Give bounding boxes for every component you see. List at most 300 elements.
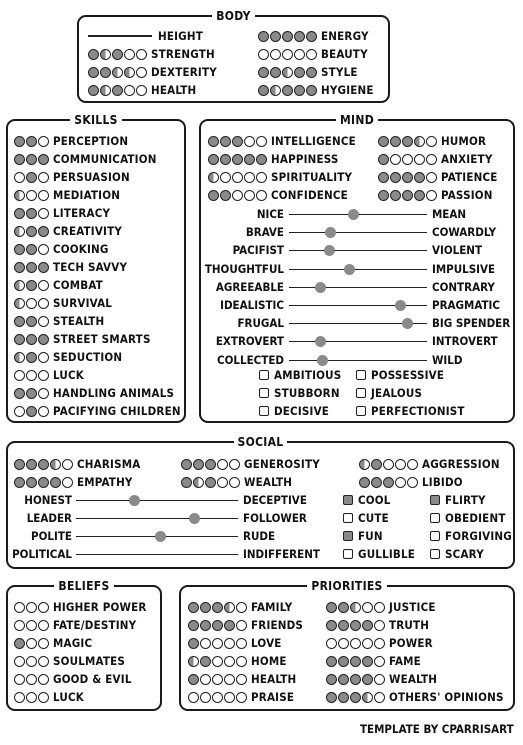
body-stat-dot[interactable] bbox=[124, 85, 135, 96]
belief-dot[interactable] bbox=[38, 656, 49, 667]
body-stat-dot[interactable] bbox=[100, 67, 111, 78]
body-stat-dot[interactable] bbox=[306, 49, 317, 60]
social-trait-dot[interactable] bbox=[205, 477, 216, 488]
social-slider-track[interactable] bbox=[76, 554, 238, 555]
social-trait-dot[interactable] bbox=[359, 459, 370, 470]
social-trait-dot[interactable] bbox=[181, 459, 192, 470]
mind-slider-marker[interactable] bbox=[402, 318, 413, 329]
mind-slider-track[interactable] bbox=[289, 269, 427, 270]
priority-dot[interactable] bbox=[212, 692, 223, 703]
social-checkbox[interactable] bbox=[343, 492, 391, 508]
body-stat-dot[interactable] bbox=[136, 67, 147, 78]
priority-dot[interactable] bbox=[212, 620, 223, 631]
mind-trait-dot[interactable] bbox=[208, 190, 219, 201]
priority-dot[interactable] bbox=[200, 692, 211, 703]
mind-trait-dot[interactable] bbox=[232, 154, 243, 165]
priority-dot[interactable] bbox=[374, 620, 385, 631]
mind-slider-marker[interactable] bbox=[348, 209, 359, 220]
social-checkbox-checkbox[interactable] bbox=[430, 549, 440, 559]
skill-dot[interactable] bbox=[14, 136, 25, 147]
mind-trait-dot[interactable] bbox=[414, 172, 425, 183]
priority-dot[interactable] bbox=[236, 656, 247, 667]
priority-label: OTHERS' OPINIONS bbox=[389, 690, 504, 704]
skill-rating bbox=[14, 136, 49, 147]
social-slider-marker[interactable] bbox=[129, 495, 140, 506]
mind-checkbox[interactable] bbox=[259, 403, 329, 419]
social-checkbox[interactable] bbox=[430, 528, 512, 544]
priority-dot[interactable] bbox=[374, 656, 385, 667]
social-trait-dot[interactable] bbox=[193, 459, 204, 470]
priority-dot[interactable] bbox=[362, 638, 373, 649]
social-trait-dot[interactable] bbox=[14, 477, 25, 488]
mind-trait-dot[interactable] bbox=[390, 190, 401, 201]
social-checkbox-checkbox[interactable] bbox=[430, 495, 440, 505]
body-stat-dot[interactable] bbox=[294, 31, 305, 42]
mind-slider-track[interactable] bbox=[289, 287, 427, 288]
priority-dot[interactable] bbox=[212, 656, 223, 667]
mind-trait-dot[interactable] bbox=[426, 136, 437, 147]
priority-dot[interactable] bbox=[338, 692, 349, 703]
skill-dot[interactable] bbox=[14, 388, 25, 399]
mind-trait-dot[interactable] bbox=[378, 172, 389, 183]
social-trait-dot[interactable] bbox=[229, 459, 240, 470]
skill-dot[interactable] bbox=[38, 406, 49, 417]
skill-label: PACIFYING CHILDREN bbox=[53, 404, 181, 418]
body-stat-dot[interactable] bbox=[258, 31, 269, 42]
belief-dot[interactable] bbox=[38, 674, 49, 685]
mind-trait-dot[interactable] bbox=[378, 190, 389, 201]
skill-dot[interactable] bbox=[26, 406, 37, 417]
belief-dot[interactable] bbox=[26, 692, 37, 703]
body-stat-label: DEXTERITY bbox=[151, 65, 217, 79]
body-stat-label: STYLE bbox=[321, 65, 358, 79]
mind-trait-dot[interactable] bbox=[402, 154, 413, 165]
social-checkbox-label: SCARY bbox=[445, 547, 484, 561]
priority-dot[interactable] bbox=[350, 620, 361, 631]
body-stat-dot[interactable] bbox=[306, 67, 317, 78]
body-stat-dot[interactable] bbox=[258, 49, 269, 60]
priority-dot[interactable] bbox=[188, 602, 199, 613]
social-checkbox[interactable] bbox=[343, 510, 389, 526]
mind-slider-track[interactable] bbox=[289, 250, 427, 251]
mind-checkbox-checkbox[interactable] bbox=[259, 388, 269, 398]
body-stat-dot[interactable] bbox=[282, 85, 293, 96]
skill-dot[interactable] bbox=[26, 388, 37, 399]
mind-trait-dot[interactable] bbox=[244, 136, 255, 147]
body-stat-dot[interactable] bbox=[294, 85, 305, 96]
social-trait-row bbox=[14, 456, 140, 472]
social-checkbox-label: CUTE bbox=[358, 511, 389, 525]
belief-rating bbox=[14, 638, 49, 649]
priority-dot[interactable] bbox=[224, 674, 235, 685]
priority-dot[interactable] bbox=[362, 602, 373, 613]
social-slider-marker[interactable] bbox=[155, 531, 166, 542]
belief-rating bbox=[14, 620, 49, 631]
belief-dot[interactable] bbox=[38, 692, 49, 703]
mind-slider-marker[interactable] bbox=[324, 245, 335, 256]
priority-dot[interactable] bbox=[224, 620, 235, 631]
priority-dot[interactable] bbox=[350, 674, 361, 685]
skill-dot[interactable] bbox=[38, 136, 49, 147]
body-stat-dot[interactable] bbox=[112, 85, 123, 96]
body-stat-dot[interactable] bbox=[112, 67, 123, 78]
priority-dot[interactable] bbox=[326, 692, 337, 703]
mind-slider-track[interactable] bbox=[289, 305, 427, 306]
mind-trait-dot[interactable] bbox=[232, 172, 243, 183]
skill-dot[interactable] bbox=[38, 154, 49, 165]
body-stat-dot[interactable] bbox=[88, 49, 99, 60]
belief-dot[interactable] bbox=[38, 620, 49, 631]
priority-label: PRAISE bbox=[251, 690, 295, 704]
skill-dot[interactable] bbox=[38, 388, 49, 399]
social-slider-marker[interactable] bbox=[189, 513, 200, 524]
social-trait-dot[interactable] bbox=[371, 477, 382, 488]
social-trait-dot[interactable] bbox=[38, 459, 49, 470]
social-trait-dot[interactable] bbox=[383, 477, 394, 488]
belief-dot[interactable] bbox=[14, 692, 25, 703]
priority-dot[interactable] bbox=[326, 674, 337, 685]
priority-dot[interactable] bbox=[236, 620, 247, 631]
priority-dot[interactable] bbox=[338, 602, 349, 613]
mind-trait-dot[interactable] bbox=[256, 154, 267, 165]
mind-trait-dot[interactable] bbox=[244, 172, 255, 183]
social-trait-label: AGGRESSION bbox=[422, 457, 500, 471]
mind-checkbox-label: STUBBORN bbox=[274, 386, 340, 400]
social-checkbox-checkbox[interactable] bbox=[343, 513, 353, 523]
priority-rating bbox=[326, 602, 385, 613]
belief-row bbox=[14, 635, 92, 651]
mind-slider-track[interactable] bbox=[289, 360, 427, 361]
priority-dot[interactable] bbox=[236, 638, 247, 649]
mind-trait-dot[interactable] bbox=[402, 136, 413, 147]
social-trait-rating bbox=[14, 477, 73, 488]
mind-checkbox[interactable] bbox=[259, 385, 340, 401]
social-trait-label: GENEROSITY bbox=[244, 457, 320, 471]
social-trait-dot[interactable] bbox=[14, 459, 25, 470]
priority-dot[interactable] bbox=[200, 674, 211, 685]
skill-dot[interactable] bbox=[26, 370, 37, 381]
belief-row bbox=[14, 671, 132, 687]
mind-slider bbox=[0, 242, 523, 258]
social-slider-track[interactable] bbox=[76, 518, 238, 519]
body-stat-dot[interactable] bbox=[100, 85, 111, 96]
mind-trait-dot[interactable] bbox=[390, 136, 401, 147]
mind-checkbox-label: PERFECTIONIST bbox=[371, 404, 465, 418]
belief-dot[interactable] bbox=[38, 602, 49, 613]
priority-dot[interactable] bbox=[236, 602, 247, 613]
mind-slider bbox=[0, 279, 523, 295]
body-stat-dot[interactable] bbox=[88, 67, 99, 78]
skill-dot[interactable] bbox=[14, 154, 25, 165]
social-checkbox[interactable] bbox=[343, 528, 383, 544]
belief-dot[interactable] bbox=[14, 602, 25, 613]
body-stat-dot[interactable] bbox=[258, 85, 269, 96]
body-stat-dot[interactable] bbox=[282, 31, 293, 42]
body-stat-dot[interactable] bbox=[136, 49, 147, 60]
priority-dot[interactable] bbox=[200, 620, 211, 631]
mind-trait-dot[interactable] bbox=[208, 172, 219, 183]
belief-dot[interactable] bbox=[26, 638, 37, 649]
body-stat-rating bbox=[258, 67, 317, 78]
social-checkbox[interactable] bbox=[343, 546, 415, 562]
body-stat-dot[interactable] bbox=[258, 67, 269, 78]
social-trait-dot[interactable] bbox=[50, 459, 61, 470]
mind-checkbox-checkbox[interactable] bbox=[259, 406, 269, 416]
priority-dot[interactable] bbox=[326, 620, 337, 631]
social-trait-row bbox=[181, 456, 320, 472]
priority-dot[interactable] bbox=[350, 638, 361, 649]
belief-dot[interactable] bbox=[14, 656, 25, 667]
social-trait-dot[interactable] bbox=[407, 477, 418, 488]
priority-dot[interactable] bbox=[326, 656, 337, 667]
mind-slider-marker[interactable] bbox=[395, 300, 406, 311]
mind-trait-dot[interactable] bbox=[390, 154, 401, 165]
body-stat-dot[interactable] bbox=[270, 49, 281, 60]
skill-dot[interactable] bbox=[38, 190, 49, 201]
priority-dot[interactable] bbox=[224, 638, 235, 649]
mind-slider-track[interactable] bbox=[289, 341, 427, 342]
mind-checkbox-label: JEALOUS bbox=[371, 386, 423, 400]
social-checkbox[interactable] bbox=[430, 510, 506, 526]
social-trait-dot[interactable] bbox=[407, 459, 418, 470]
priority-dot[interactable] bbox=[362, 620, 373, 631]
social-trait-row bbox=[359, 474, 463, 490]
skill-dot[interactable] bbox=[26, 154, 37, 165]
priority-dot[interactable] bbox=[350, 602, 361, 613]
priority-dot[interactable] bbox=[188, 692, 199, 703]
social-trait-dot[interactable] bbox=[217, 477, 228, 488]
priority-dot[interactable] bbox=[338, 638, 349, 649]
social-checkbox-checkbox[interactable] bbox=[430, 531, 440, 541]
mind-trait-dot[interactable] bbox=[220, 136, 231, 147]
mind-trait-dot[interactable] bbox=[414, 154, 425, 165]
priority-dot[interactable] bbox=[374, 674, 385, 685]
priority-dot[interactable] bbox=[362, 692, 373, 703]
mind-trait-row bbox=[378, 169, 498, 185]
height-label: HEIGHT bbox=[158, 29, 203, 43]
skill-row bbox=[14, 187, 120, 203]
priority-dot[interactable] bbox=[374, 638, 385, 649]
social-checkbox-checkbox[interactable] bbox=[430, 513, 440, 523]
belief-dot[interactable] bbox=[26, 620, 37, 631]
mind-slider-track[interactable] bbox=[289, 232, 427, 233]
mind-trait-rating bbox=[208, 190, 267, 201]
belief-dot[interactable] bbox=[14, 638, 25, 649]
social-checkbox-checkbox[interactable] bbox=[343, 495, 353, 505]
body-stat-dot[interactable] bbox=[282, 49, 293, 60]
priority-label: POWER bbox=[389, 636, 433, 650]
priority-rating bbox=[326, 620, 385, 631]
priority-dot[interactable] bbox=[362, 674, 373, 685]
priority-dot[interactable] bbox=[200, 602, 211, 613]
mind-trait-dot[interactable] bbox=[426, 190, 437, 201]
mind-slider-marker[interactable] bbox=[317, 355, 328, 366]
skill-dot[interactable] bbox=[38, 172, 49, 183]
body-stat-label: HEALTH bbox=[151, 83, 197, 97]
mind-trait-row bbox=[208, 151, 339, 167]
priority-dot[interactable] bbox=[200, 656, 211, 667]
priority-dot[interactable] bbox=[338, 620, 349, 631]
priority-dot[interactable] bbox=[188, 638, 199, 649]
body-stat-dot[interactable] bbox=[294, 49, 305, 60]
social-slider-left-label: POLITICAL bbox=[12, 547, 72, 561]
mind-trait-dot[interactable] bbox=[220, 172, 231, 183]
body-stat-dot[interactable] bbox=[136, 85, 147, 96]
mind-checkbox[interactable] bbox=[259, 367, 341, 383]
priority-dot[interactable] bbox=[200, 638, 211, 649]
priority-dot[interactable] bbox=[188, 674, 199, 685]
mind-trait-dot[interactable] bbox=[414, 190, 425, 201]
mind-trait-dot[interactable] bbox=[378, 154, 389, 165]
skill-dot[interactable] bbox=[14, 172, 25, 183]
skill-dot[interactable] bbox=[14, 406, 25, 417]
mind-slider bbox=[0, 297, 523, 313]
social-checkbox-label: OBEDIENT bbox=[445, 511, 506, 525]
body-stat-dot[interactable] bbox=[270, 67, 281, 78]
social-checkbox-checkbox[interactable] bbox=[343, 531, 353, 541]
mind-trait-dot[interactable] bbox=[256, 190, 267, 201]
social-trait-dot[interactable] bbox=[38, 477, 49, 488]
mind-trait-dot[interactable] bbox=[256, 136, 267, 147]
priority-dot[interactable] bbox=[338, 656, 349, 667]
priority-dot[interactable] bbox=[212, 674, 223, 685]
body-stat-dot[interactable] bbox=[306, 31, 317, 42]
belief-dot[interactable] bbox=[26, 602, 37, 613]
social-trait-dot[interactable] bbox=[371, 459, 382, 470]
social-slider-track[interactable] bbox=[76, 500, 238, 501]
social-checkbox[interactable] bbox=[430, 546, 484, 562]
priority-dot[interactable] bbox=[236, 674, 247, 685]
priority-dot[interactable] bbox=[374, 602, 385, 613]
mind-checkbox-checkbox[interactable] bbox=[356, 406, 366, 416]
social-trait-dot[interactable] bbox=[395, 459, 406, 470]
priority-dot[interactable] bbox=[224, 656, 235, 667]
body-stat-dot[interactable] bbox=[88, 85, 99, 96]
social-checkbox-checkbox[interactable] bbox=[343, 549, 353, 559]
mind-trait-dot[interactable] bbox=[220, 190, 231, 201]
priority-dot[interactable] bbox=[236, 692, 247, 703]
belief-dot[interactable] bbox=[14, 620, 25, 631]
mind-checkbox[interactable] bbox=[356, 403, 465, 419]
belief-dot[interactable] bbox=[38, 638, 49, 649]
priority-dot[interactable] bbox=[224, 692, 235, 703]
mind-trait-row bbox=[208, 187, 348, 203]
priority-dot[interactable] bbox=[212, 638, 223, 649]
belief-dot[interactable] bbox=[26, 674, 37, 685]
mind-checkbox-checkbox[interactable] bbox=[356, 370, 366, 380]
body-stat-dot[interactable] bbox=[270, 85, 281, 96]
mind-checkbox[interactable] bbox=[356, 385, 422, 401]
mind-trait-dot[interactable] bbox=[414, 136, 425, 147]
social-trait-dot[interactable] bbox=[181, 477, 192, 488]
social-trait-dot[interactable] bbox=[205, 459, 216, 470]
priority-dot[interactable] bbox=[350, 692, 361, 703]
mind-trait-dot[interactable] bbox=[402, 172, 413, 183]
social-trait-dot[interactable] bbox=[50, 477, 61, 488]
skill-dot[interactable] bbox=[14, 370, 25, 381]
priority-dot[interactable] bbox=[350, 656, 361, 667]
skill-dot[interactable] bbox=[26, 136, 37, 147]
body-stat-dot[interactable] bbox=[282, 67, 293, 78]
social-slider-right-label: INDIFFERENT bbox=[243, 547, 320, 561]
social-trait-dot[interactable] bbox=[359, 477, 370, 488]
social-trait-dot[interactable] bbox=[229, 477, 240, 488]
mind-trait-dot[interactable] bbox=[256, 172, 267, 183]
mind-trait-dot[interactable] bbox=[244, 154, 255, 165]
mind-checkbox-checkbox[interactable] bbox=[356, 388, 366, 398]
mind-trait-dot[interactable] bbox=[244, 190, 255, 201]
mind-slider-marker[interactable] bbox=[315, 336, 326, 347]
social-trait-dot[interactable] bbox=[26, 477, 37, 488]
body-stat-dot[interactable] bbox=[112, 49, 123, 60]
mind-checkbox[interactable] bbox=[356, 367, 444, 383]
social-trait-rating bbox=[14, 459, 73, 470]
body-stat-dot[interactable] bbox=[100, 49, 111, 60]
body-stat-dot[interactable] bbox=[124, 67, 135, 78]
body-stat-dot[interactable] bbox=[306, 85, 317, 96]
social-trait-dot[interactable] bbox=[62, 477, 73, 488]
mind-checkbox-checkbox[interactable] bbox=[259, 370, 269, 380]
mind-trait-row bbox=[208, 169, 352, 185]
mind-slider-marker[interactable] bbox=[344, 264, 355, 275]
body-stat-label: HYGIENE bbox=[321, 83, 374, 97]
priority-dot[interactable] bbox=[212, 602, 223, 613]
priority-rating bbox=[188, 656, 247, 667]
priority-dot[interactable] bbox=[326, 638, 337, 649]
body-stat-row bbox=[258, 46, 368, 62]
social-trait-dot[interactable] bbox=[395, 477, 406, 488]
priority-dot[interactable] bbox=[224, 602, 235, 613]
mind-trait-dot[interactable] bbox=[378, 136, 389, 147]
priority-dot[interactable] bbox=[188, 656, 199, 667]
social-checkbox[interactable] bbox=[430, 492, 486, 508]
mind-trait-dot[interactable] bbox=[402, 190, 413, 201]
social-trait-dot[interactable] bbox=[26, 459, 37, 470]
body-stat-dot[interactable] bbox=[270, 31, 281, 42]
body-stat-dot[interactable] bbox=[124, 49, 135, 60]
skill-dot[interactable] bbox=[26, 190, 37, 201]
mind-trait-dot[interactable] bbox=[390, 172, 401, 183]
priority-dot[interactable] bbox=[338, 674, 349, 685]
mind-trait-dot[interactable] bbox=[208, 154, 219, 165]
priority-dot[interactable] bbox=[326, 602, 337, 613]
skill-dot[interactable] bbox=[26, 172, 37, 183]
social-trait-dot[interactable] bbox=[193, 477, 204, 488]
body-stat-dot[interactable] bbox=[294, 67, 305, 78]
social-trait-dot[interactable] bbox=[383, 459, 394, 470]
mind-trait-dot[interactable] bbox=[426, 154, 437, 165]
height-line[interactable] bbox=[88, 35, 152, 37]
mind-slider-right-label: PRAGMATIC bbox=[432, 298, 500, 312]
mind-trait-dot[interactable] bbox=[232, 190, 243, 201]
mind-trait-dot[interactable] bbox=[232, 136, 243, 147]
mind-trait-dot[interactable] bbox=[208, 136, 219, 147]
social-trait-dot[interactable] bbox=[62, 459, 73, 470]
mind-trait-dot[interactable] bbox=[220, 154, 231, 165]
belief-dot[interactable] bbox=[26, 656, 37, 667]
mind-slider-left-label: THOUGHTFUL bbox=[204, 261, 284, 276]
skill-dot[interactable] bbox=[14, 190, 25, 201]
skill-dot[interactable] bbox=[38, 370, 49, 381]
priority-dot[interactable] bbox=[374, 692, 385, 703]
belief-dot[interactable] bbox=[14, 674, 25, 685]
priority-dot[interactable] bbox=[188, 620, 199, 631]
social-trait-dot[interactable] bbox=[217, 459, 228, 470]
mind-slider-marker[interactable] bbox=[315, 282, 326, 293]
priority-dot[interactable] bbox=[362, 656, 373, 667]
mind-trait-dot[interactable] bbox=[426, 172, 437, 183]
mind-slider-marker[interactable] bbox=[325, 227, 336, 238]
